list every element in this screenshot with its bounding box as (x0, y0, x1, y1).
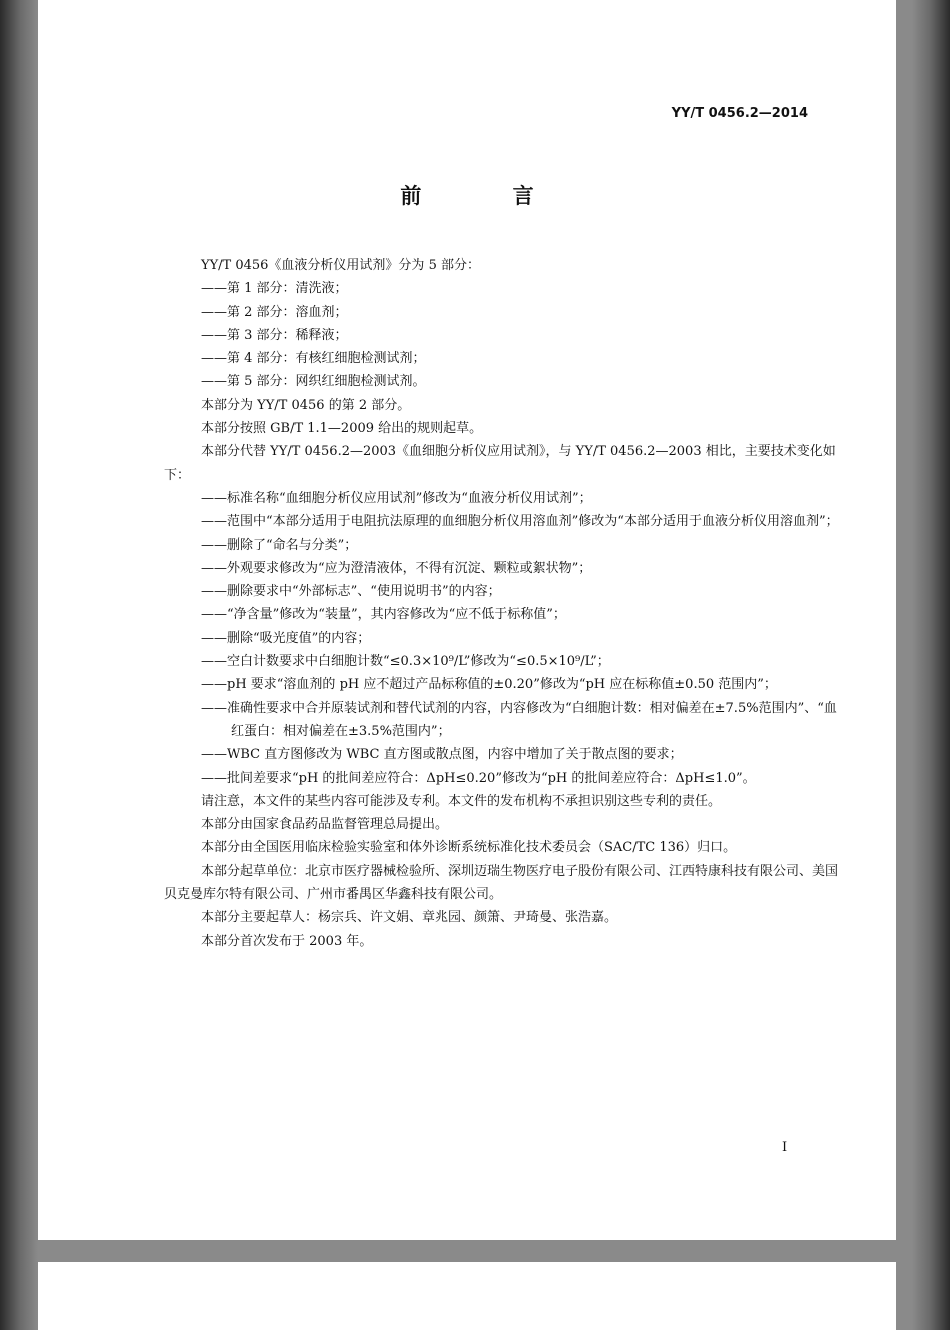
list-item: ——第 2 部分：溶血剂； (201, 304, 348, 320)
paragraph: 本部分按照 GB/T 1.1—2009 给出的规则起草。 (201, 421, 483, 437)
paragraph: 本部分由国家食品药品监督管理总局提出。 (201, 817, 449, 833)
list-item: ——删除“吸光度值”的内容； (201, 630, 371, 646)
paragraph: YY/T 0456《血液分析仪用试剂》分为 5 部分： (201, 258, 480, 273)
list-item: ——空白计数要求中白细胞计数“≤0.3×10⁹/L”修改为“≤0.5×10⁹/L”； (201, 654, 610, 670)
paragraph: 本部分主要起草人：杨宗兵、许文娟、章兆园、颜箫、尹琦曼、张浩嘉。 (201, 910, 618, 926)
paragraph: 本部分由全国医用临床检验实验室和体外诊断系统标准化技术委员会（SAC/TC 136）归口。 (201, 840, 737, 856)
list-item: ——“净含量”修改为“装量”，其内容修改为“应不低于标称值”； (201, 607, 566, 623)
paragraph: 本部分为 YY/T 0456 的第 2 部分。 (201, 397, 411, 413)
list-item: ——第 5 部分：网织红细胞检测试剂。 (201, 374, 426, 390)
list-item: ——pH 要求“溶血剂的 pH 应不超过产品标称值的±0.20”修改为“pH 应在标称值±0.50 范围内”； (201, 677, 777, 693)
paragraph: 本部分起草单位：北京市医疗器械检验所、深圳迈瑞生物医疗电子股份有限公司、江西特康科技有限公司、美国贝克曼库尔特有限公司、广州市番禺区华鑫科技有限公司。 (164, 863, 839, 903)
list-item: ——WBC 直方图修改为 WBC 直方图或散点图，内容中增加了关于散点图的要求； (201, 747, 683, 763)
page-title: 前 言 (400, 184, 576, 208)
list-item: ——第 3 部分：稀释液； (201, 327, 348, 343)
paragraph: 请注意，本文件的某些内容可能涉及专利。本文件的发布机构不承担识别这些专利的责任。 (201, 793, 722, 809)
list-item: ——第 1 部分：清洗液； (201, 281, 348, 297)
list-item: ——外观要求修改为“应为澄清液体，不得有沉淀、颗粒或絮状物”； (201, 560, 592, 576)
list-item: ——批间差要求“pH 的批间差应符合：ΔpH≤0.20”修改为“pH 的批间差应符合：ΔpH≤1.0”。 (201, 770, 756, 786)
document-body (164, 254, 848, 953)
list-item: ——删除要求中“外部标志”、“使用说明书”的内容； (201, 584, 501, 600)
document-page (38, 0, 896, 1240)
page-number: I (782, 1140, 788, 1155)
list-item: ——标准名称“血细胞分析仪应用试剂”修改为“血液分析仪用试剂”； (201, 490, 592, 506)
list-item: ——删除了“命名与分类”； (201, 537, 358, 553)
list-item: ——第 4 部分：有核红细胞检测试剂； (201, 351, 426, 367)
document-code: YY/T 0456.2—2014 (671, 106, 808, 121)
paragraph: 本部分首次发布于 2003 年。 (201, 933, 373, 949)
list-item: ——准确性要求中合并原装试剂和替代试剂的内容，内容修改为“白细胞计数：相对偏差在±7.5%范围内”、“血红蛋白：相对偏差在±3.5%范围内”； (201, 700, 837, 739)
next-page (38, 1262, 896, 1330)
list-item: ——范围中“本部分适用于电阻抗法原理的血细胞分析仪用溶血剂”修改为“本部分适用于血液分析仪用溶血剂”； (201, 514, 839, 530)
paragraph: 本部分代替 YY/T 0456.2—2003《血细胞分析仪应用试剂》，与 YY/T 0456.2—2003 相比，主要技术变化如下： (164, 444, 836, 483)
